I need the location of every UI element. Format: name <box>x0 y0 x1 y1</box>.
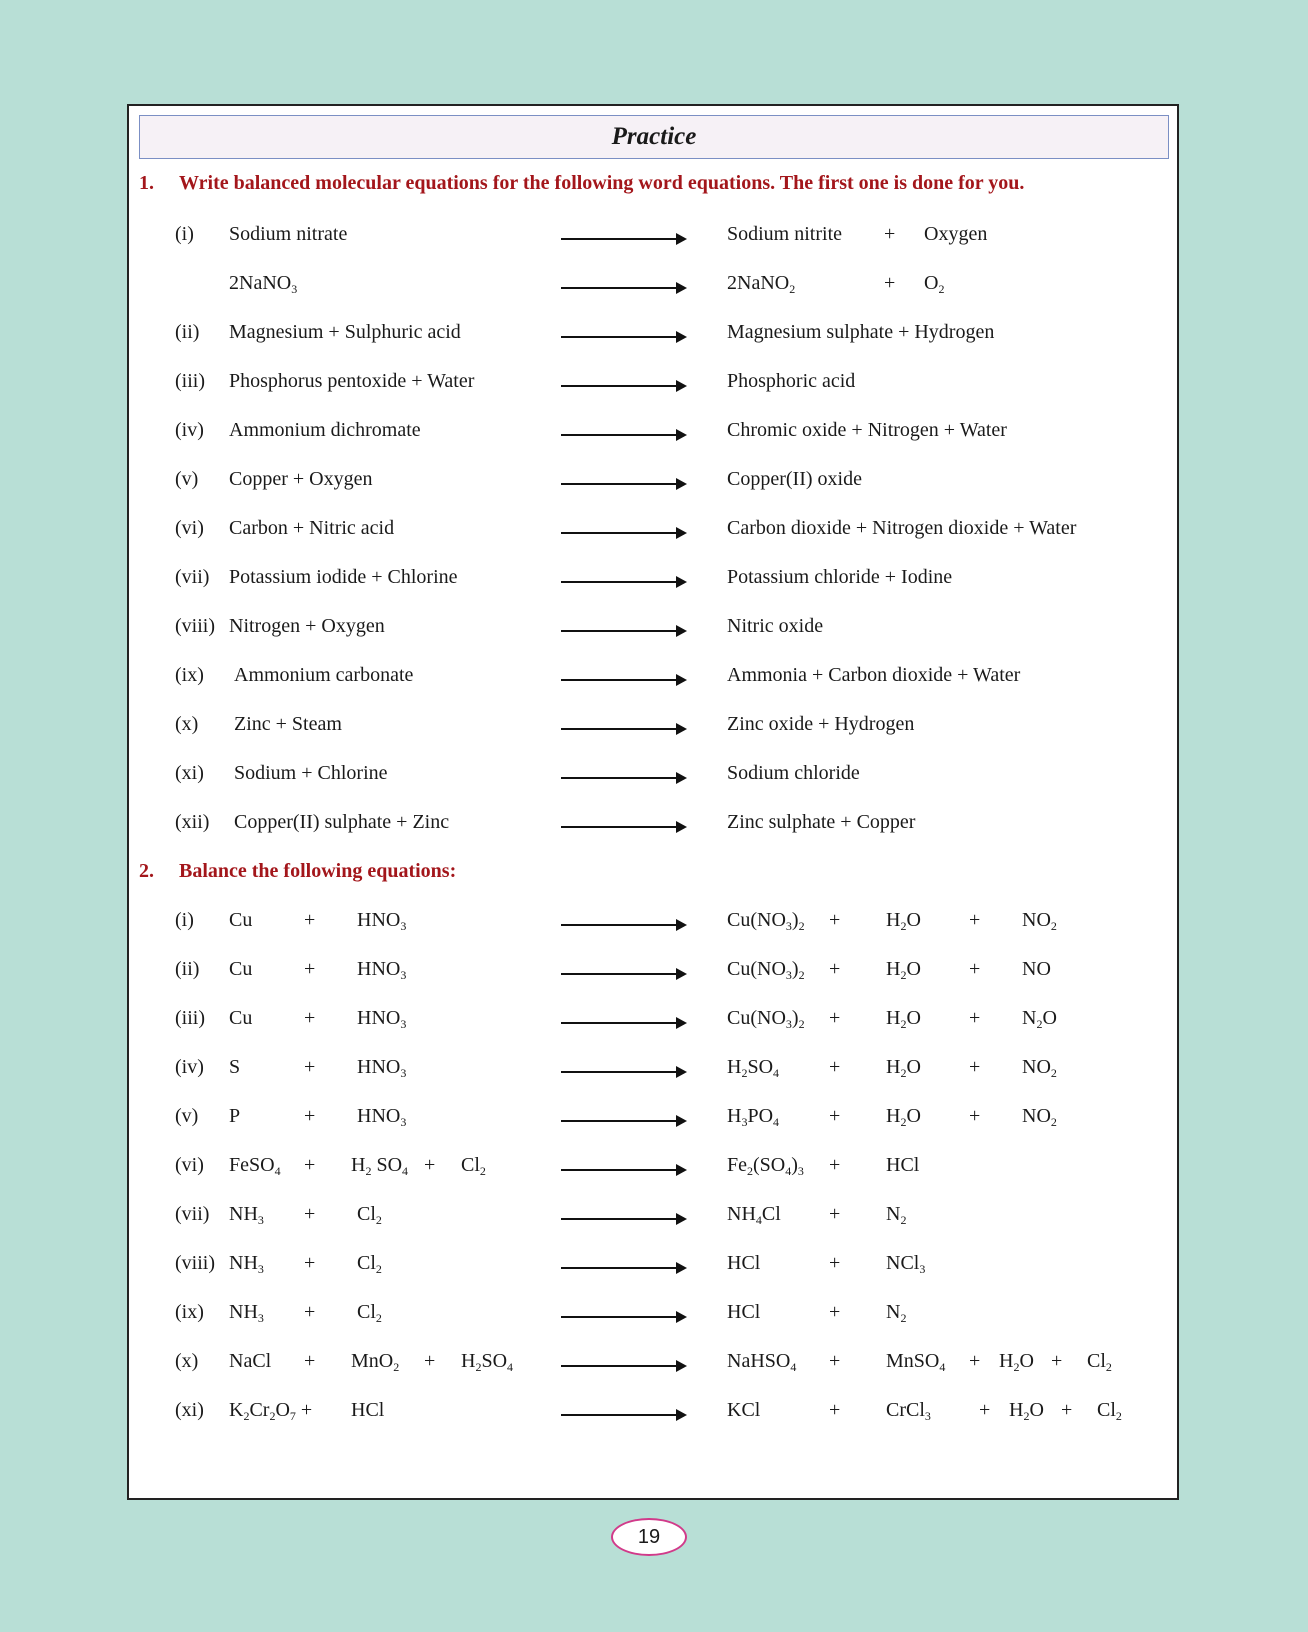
product: $N_2O$ <box>1022 1007 1057 1031</box>
reactant: Sodium + Chlorine <box>234 762 388 784</box>
q2-equation-row <box>129 1145 1179 1185</box>
plus-sign: + <box>969 958 981 980</box>
q1-equation-row <box>129 361 1179 401</box>
reactant: $Cl_2$ <box>357 1203 382 1227</box>
product: $H_2O$ <box>886 1105 921 1129</box>
equation-label: (i) <box>175 909 194 931</box>
reaction-arrow-icon <box>561 238 685 240</box>
reactant: $Cl_2$ <box>357 1252 382 1276</box>
reaction-arrow-icon <box>561 1316 685 1318</box>
product: HCl <box>727 1252 761 1274</box>
q1-equation-row <box>129 753 1179 793</box>
question-1-instruction: Write balanced molecular equations for the following word equations. The first one is done for you. <box>179 172 1025 194</box>
plus-sign: + <box>829 1350 841 1372</box>
product: Sodium chloride <box>727 762 860 784</box>
reaction-arrow-icon <box>561 630 685 632</box>
product: HCl <box>886 1154 920 1176</box>
product: NO <box>1022 958 1051 980</box>
plus-sign: + <box>884 272 896 294</box>
reaction-arrow-icon <box>561 1218 685 1220</box>
reactant: $Cl_2$ <box>461 1154 486 1178</box>
plus-sign: + <box>884 223 896 245</box>
reaction-arrow-icon <box>561 1414 685 1416</box>
q2-equation-row <box>129 1243 1179 1283</box>
equation-label: (v) <box>175 468 199 490</box>
product: CrCl$_3$ <box>886 1399 931 1423</box>
equation-label: (ix) <box>175 1301 204 1323</box>
product: Ammonia + Carbon dioxide + Water <box>727 664 1021 686</box>
reactant: $H_2$ $SO_4$ <box>351 1154 409 1178</box>
reaction-arrow-icon <box>561 532 685 534</box>
question-1-number: 1. <box>139 172 154 194</box>
reactant: $H_2SO_4$ <box>461 1350 514 1374</box>
plus-sign: + <box>304 1203 316 1225</box>
product: Nitric oxide <box>727 615 824 637</box>
reaction-arrow-icon <box>561 385 685 387</box>
reactant: $HNO_3$ <box>357 1105 407 1129</box>
product: $N_2$ <box>886 1203 907 1227</box>
plus-sign: + <box>304 1252 316 1274</box>
product: $Cl_2$ <box>1097 1399 1122 1423</box>
reaction-arrow-icon <box>561 1169 685 1171</box>
plus-sign: + <box>969 1007 981 1029</box>
equation-label: (i) <box>175 223 194 245</box>
question-1-heading <box>139 172 1024 195</box>
plus-sign: + <box>304 909 316 931</box>
product: HCl <box>727 1301 761 1323</box>
reactant: $HNO_3$ <box>357 1007 407 1031</box>
reactant: $Cl_2$ <box>357 1301 382 1325</box>
reaction-arrow-icon <box>561 1267 685 1269</box>
reactant: Ammonium dichromate <box>229 419 421 441</box>
plus-sign: + <box>829 1007 841 1029</box>
reaction-arrow-icon <box>561 1071 685 1073</box>
product: $NO_2$ <box>1022 1056 1057 1080</box>
reactant: Carbon + Nitric acid <box>229 517 395 539</box>
reaction-arrow-icon <box>561 336 685 338</box>
q1-equation-row <box>129 312 1179 352</box>
product: $NO_2$ <box>1022 1105 1057 1129</box>
plus-sign: + <box>424 1350 436 1372</box>
equation-label: (x) <box>175 1350 199 1372</box>
plus-sign: + <box>304 1301 316 1323</box>
plus-sign: + <box>969 1105 981 1127</box>
reaction-arrow-icon <box>561 287 685 289</box>
q2-equation-row <box>129 998 1179 1038</box>
product: Potassium chloride + Iodine <box>727 566 953 588</box>
product: $Cu(NO_3)_2$ <box>727 909 805 933</box>
equation-label: (ix) <box>175 664 204 686</box>
equation-label: (ii) <box>175 321 200 343</box>
reaction-arrow-icon <box>561 1365 685 1367</box>
q1-equation-row <box>129 410 1179 450</box>
equation-label: (viii) <box>175 615 215 637</box>
product: Sodium nitrite <box>727 223 842 245</box>
reactant: NaCl <box>229 1350 272 1372</box>
plus-sign: + <box>829 1056 841 1078</box>
product: $NO_2$ <box>1022 909 1057 933</box>
q2-equation-row <box>129 900 1179 940</box>
product: Copper(II) oxide <box>727 468 862 490</box>
product: $Cu(NO_3)_2$ <box>727 1007 805 1031</box>
plus-sign: + <box>979 1399 991 1421</box>
reactant: Copper(II) sulphate + Zinc <box>234 811 450 833</box>
plus-sign: + <box>424 1154 436 1176</box>
equation-label: (iii) <box>175 370 205 392</box>
reactant: Zinc + Steam <box>234 713 342 735</box>
plus-sign: + <box>304 1056 316 1078</box>
worksheet-page <box>127 104 1179 1500</box>
reactant: Cu <box>229 958 253 980</box>
product: $NH_4Cl$ <box>727 1203 781 1227</box>
reactant: HCl <box>351 1399 385 1421</box>
product: $H_2O$ <box>999 1350 1034 1374</box>
product: Zinc oxide + Hydrogen <box>727 713 915 735</box>
reactant: $HNO_3$ <box>357 909 407 933</box>
equation-label: (xi) <box>175 1399 204 1421</box>
reactant: 2NaNO$_3$ <box>229 272 298 296</box>
product: $N_2$ <box>886 1301 907 1325</box>
plus-sign: + <box>829 1105 841 1127</box>
product: KCl <box>727 1399 761 1421</box>
product: $H_2O$ <box>886 1056 921 1080</box>
product: MnSO$_4$ <box>886 1350 946 1374</box>
reaction-arrow-icon <box>561 777 685 779</box>
reactant: $K_2Cr_2O_7$ + <box>229 1399 313 1423</box>
q2-equation-row <box>129 1096 1179 1136</box>
reaction-arrow-icon <box>561 826 685 828</box>
plus-sign: + <box>829 1399 841 1421</box>
q1-equation-row <box>129 459 1179 499</box>
plus-sign: + <box>829 909 841 931</box>
reactant: FeSO$_4$ <box>229 1154 281 1178</box>
plus-sign: + <box>1061 1399 1073 1421</box>
reactant: P <box>229 1105 241 1127</box>
question-2-heading <box>139 860 456 883</box>
product: $H_2SO_4$ <box>727 1056 780 1080</box>
equation-label: (vii) <box>175 1203 210 1225</box>
equation-label: (vi) <box>175 1154 204 1176</box>
product: $H_2O$ <box>886 1007 921 1031</box>
reactant: S <box>229 1056 241 1078</box>
plus-sign: + <box>304 958 316 980</box>
equation-label: (ii) <box>175 958 200 980</box>
plus-sign: + <box>829 1203 841 1225</box>
reaction-arrow-icon <box>561 973 685 975</box>
plus-sign: + <box>969 1350 981 1372</box>
q1-equation-row <box>129 802 1179 842</box>
reactant: Ammonium carbonate <box>234 664 414 686</box>
equation-label: (x) <box>175 713 199 735</box>
q1-equation-row <box>129 557 1179 597</box>
q1-equation-row <box>129 263 1179 303</box>
product: Carbon dioxide + Nitrogen dioxide + Water <box>727 517 1077 539</box>
q1-equation-row <box>129 704 1179 744</box>
q1-equation-row <box>129 508 1179 548</box>
plus-sign: + <box>829 958 841 980</box>
plus-sign: + <box>304 1007 316 1029</box>
reaction-arrow-icon <box>561 679 685 681</box>
reaction-arrow-icon <box>561 1022 685 1024</box>
reaction-arrow-icon <box>561 483 685 485</box>
q2-equation-row <box>129 1341 1179 1381</box>
plus-sign: + <box>829 1301 841 1323</box>
product: $Cu(NO_3)_2$ <box>727 958 805 982</box>
reactant: Nitrogen + Oxygen <box>229 615 385 637</box>
plus-sign: + <box>304 1350 316 1372</box>
product: $H_3PO_4$ <box>727 1105 780 1129</box>
reaction-arrow-icon <box>561 728 685 730</box>
product: $H_2O$ <box>886 909 921 933</box>
product: NaHSO$_4$ <box>727 1350 797 1374</box>
reactant: $NH_3$ <box>229 1252 264 1276</box>
product: $Cl_2$ <box>1087 1350 1112 1374</box>
equation-label: (xi) <box>175 762 204 784</box>
reactant: Phosphorus pentoxide + Water <box>229 370 475 392</box>
plus-sign: + <box>1051 1350 1063 1372</box>
practice-title: Practice <box>139 115 1169 159</box>
reaction-arrow-icon <box>561 924 685 926</box>
reactant: $HNO_3$ <box>357 1056 407 1080</box>
product: $H_2O$ <box>1009 1399 1044 1423</box>
product: NCl$_3$ <box>886 1252 926 1276</box>
q1-equation-row <box>129 655 1179 695</box>
reactant: Cu <box>229 1007 253 1029</box>
plus-sign: + <box>969 909 981 931</box>
equation-label: (iv) <box>175 419 204 441</box>
equation-label: (vi) <box>175 517 204 539</box>
reactant: MnO$_2$ <box>351 1350 400 1374</box>
equation-label: (v) <box>175 1105 199 1127</box>
question-2-instruction: Balance the following equations: <box>179 860 457 882</box>
page-number: 19 <box>611 1518 687 1556</box>
reactant: $NH_3$ <box>229 1301 264 1325</box>
q2-equation-row <box>129 1194 1179 1234</box>
plus-sign: + <box>829 1154 841 1176</box>
reactant: Magnesium + Sulphuric acid <box>229 321 461 343</box>
q2-equation-row <box>129 1292 1179 1332</box>
q2-equation-row <box>129 1047 1179 1087</box>
question-2-number: 2. <box>139 860 154 882</box>
product: Phosphoric acid <box>727 370 856 392</box>
q1-equation-row <box>129 214 1179 254</box>
reactant: Cu <box>229 909 253 931</box>
q2-equation-row <box>129 949 1179 989</box>
q2-equation-row <box>129 1390 1179 1430</box>
equation-label: (xii) <box>175 811 210 833</box>
product: $Fe_2(SO_4)_3$ <box>727 1154 804 1178</box>
product: $O_2$ <box>924 272 945 296</box>
equation-label: (iii) <box>175 1007 205 1029</box>
product: Oxygen <box>924 223 988 245</box>
plus-sign: + <box>304 1154 316 1176</box>
product: Chromic oxide + Nitrogen + Water <box>727 419 1007 441</box>
equation-label: (viii) <box>175 1252 215 1274</box>
equation-label: (vii) <box>175 566 210 588</box>
reactant: Potassium iodide + Chlorine <box>229 566 458 588</box>
product: $H_2O$ <box>886 958 921 982</box>
plus-sign: + <box>304 1105 316 1127</box>
plus-sign: + <box>829 1252 841 1274</box>
product: 2NaNO$_2$ <box>727 272 796 296</box>
reactant: Sodium nitrate <box>229 223 348 245</box>
reactant: Copper + Oxygen <box>229 468 373 490</box>
reactant: $HNO_3$ <box>357 958 407 982</box>
equation-label: (iv) <box>175 1056 204 1078</box>
product: Zinc sulphate + Copper <box>727 811 916 833</box>
q1-equation-row <box>129 606 1179 646</box>
reaction-arrow-icon <box>561 581 685 583</box>
reaction-arrow-icon <box>561 434 685 436</box>
product: Magnesium sulphate + Hydrogen <box>727 321 995 343</box>
reactant: $NH_3$ <box>229 1203 264 1227</box>
reaction-arrow-icon <box>561 1120 685 1122</box>
plus-sign: + <box>969 1056 981 1078</box>
